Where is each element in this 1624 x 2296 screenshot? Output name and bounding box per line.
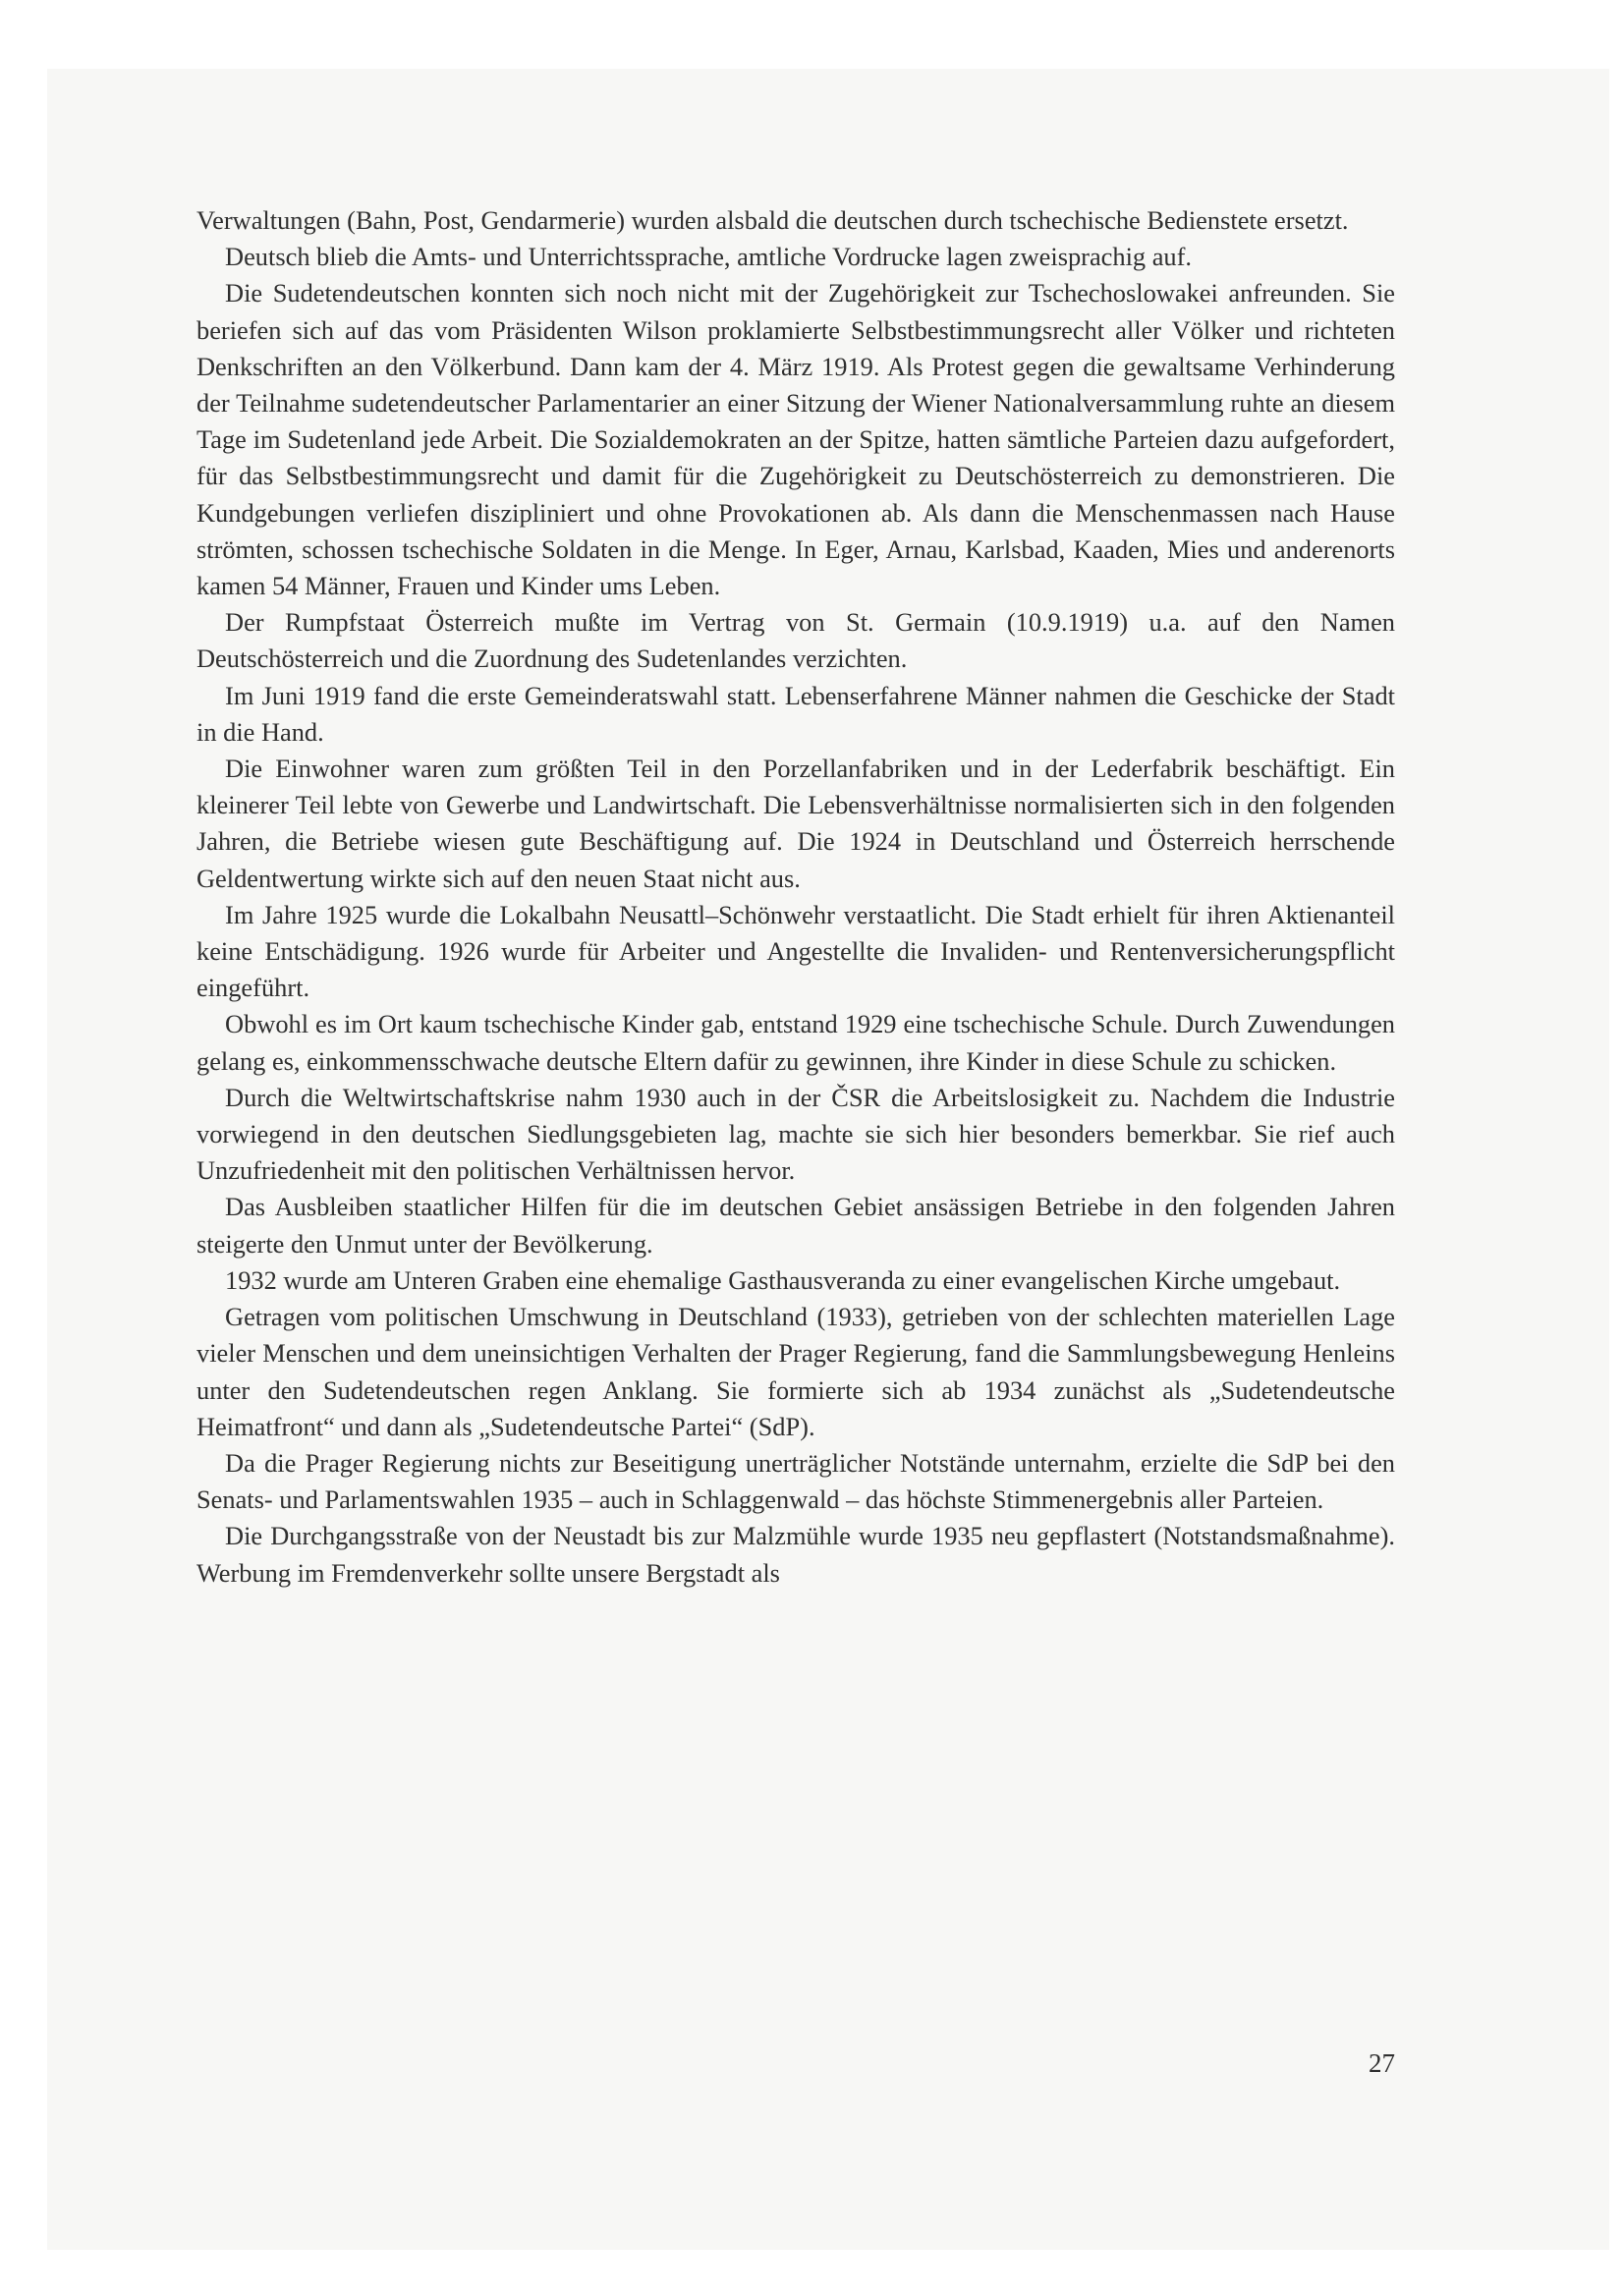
paragraph: Durch die Weltwirtschaftskrise nahm 1930 auch in der ČSR die Arbeitslosigkeit zu. Nachdem die Industrie vorwiegend in den deutschen Siedlungsgebieten lag, machte sie sich hier besonders bemerkbar. Sie rief auch Unzufriedenheit mit den politischen Verhältnissen hervor. <box>196 1082 1395 1186</box>
paragraph: Verwaltungen (Bahn, Post, Gendarmerie) wurden alsbald die deutschen durch tschechische Bedienstete ersetzt. <box>196 205 1349 235</box>
paragraph: Im Juni 1919 fand die erste Gemeinderatswahl statt. Lebenserfahrene Männer nahmen die Geschicke der Stadt in die Hand. <box>196 680 1395 747</box>
paragraph: Obwohl es im Ort kaum tschechische Kinder gab, entstand 1929 eine tschechische Schule. Durch Zuwendungen gelang es, einkommensschwache deutsche Eltern dafür zu gewinnen, ihre Kinder in diese Schule zu schicken. <box>196 1009 1395 1076</box>
paragraph: Die Sudetendeutschen konnten sich noch nicht mit der Zugehörigkeit zur Tschechoslowakei anfreunden. Sie beriefen sich auf das vom Präsidenten Wilson proklamierte Selbstbestimmungsrecht aller Völker und richteten Denkschriften an den Völkerbund. Dann kam der 4. März 1919. Als Protest gegen die gewaltsame Verhinderung der Teilnahme sudetendeutscher Parlamentarier an einer Sitzung der Wiener Nationalversammlung ruhte an diesem Tage im Sudetenland jede Arbeit. Die Sozialdemokraten an der Spitze, hatten sämtliche Parteien dazu aufgefordert, für das Selbstbestimmungsrecht und damit für die Zugehörigkeit zu Deutschösterreich zu demonstrieren. Die Kundgebungen verliefen diszipliniert und ohne Provokationen ab. Als dann die Menschenmassen nach Hause strömten, schossen tschechische Soldaten in die Menge. In Eger, Arnau, Karlsbad, Kaaden, Mies und anderenorts kamen 54 Männer, Frauen und Kinder ums Leben. <box>196 278 1395 601</box>
body-text <box>196 202 1395 1592</box>
paragraph: Im Jahre 1925 wurde die Lokalbahn Neusattl–Schönwehr verstaatlicht. Die Stadt erhielt für ihren Aktienanteil keine Entschädigung. 1926 wurde für Arbeiter und Angestellte die Invaliden- und Rentenversicherungspflicht eingeführt. <box>196 899 1395 1003</box>
paragraph: Getragen vom politischen Umschwung in Deutschland (1933), getrieben von der schlechten materiellen Lage vieler Menschen und dem uneinsichtigen Verhalten der Prager Regierung, fand die Sammlungsbewegung Henleins unter den Sudetendeutschen regen Anklang. Sie formierte sich ab 1934 zunächst als „Sudetendeutsche Heimatfront“ und dann als „Sudetendeutsche Partei“ (SdP). <box>196 1302 1395 1441</box>
paragraph: Die Durchgangsstraße von der Neustadt bis zur Malzmühle wurde 1935 neu gepflastert (Notstandsmaßnahme). Werbung im Fremdenverkehr sollte unsere Bergstadt als <box>196 1521 1395 1588</box>
paragraph: Der Rumpfstaat Österreich mußte im Vertrag von St. Germain (10.9.1919) u.a. auf den Namen Deutschösterreich und die Zuordnung des Sudetenlandes verzichten. <box>196 607 1395 674</box>
paragraph: Da die Prager Regierung nichts zur Beseitigung unerträglicher Notstände unternahm, erzielte die SdP bei den Senats- und Parlamentswahlen 1935 – auch in Schlaggenwald – das höchste Stimmenergebnis aller Parteien. <box>196 1447 1395 1515</box>
paragraph: 1932 wurde am Unteren Graben eine ehemalige Gasthausveranda zu einer evangelischen Kirche umgebaut. <box>225 1264 1341 1295</box>
paragraph: Die Einwohner waren zum größten Teil in den Porzellanfabriken und in der Lederfabrik beschäftigt. Ein kleinerer Teil lebte von Gewerbe und Landwirtschaft. Die Lebensverhältnisse normalisierten sich in den folgenden Jahren, die Betriebe wiesen gute Beschäftigung auf. Die 1924 in Deutschland und Österreich herrschende Geldentwertung wirkte sich auf den neuen Staat nicht aus. <box>196 754 1395 893</box>
page-number: 27 <box>1369 2048 1395 2078</box>
paragraph: Das Ausbleiben staatlicher Hilfen für die im deutschen Gebiet ansässigen Betriebe in den folgenden Jahren steigerte den Unmut unter der Bevölkerung. <box>196 1192 1395 1259</box>
paragraph: Deutsch blieb die Amts- und Unterrichtssprache, amtliche Vordrucke lagen zweisprachig auf. <box>225 242 1192 272</box>
